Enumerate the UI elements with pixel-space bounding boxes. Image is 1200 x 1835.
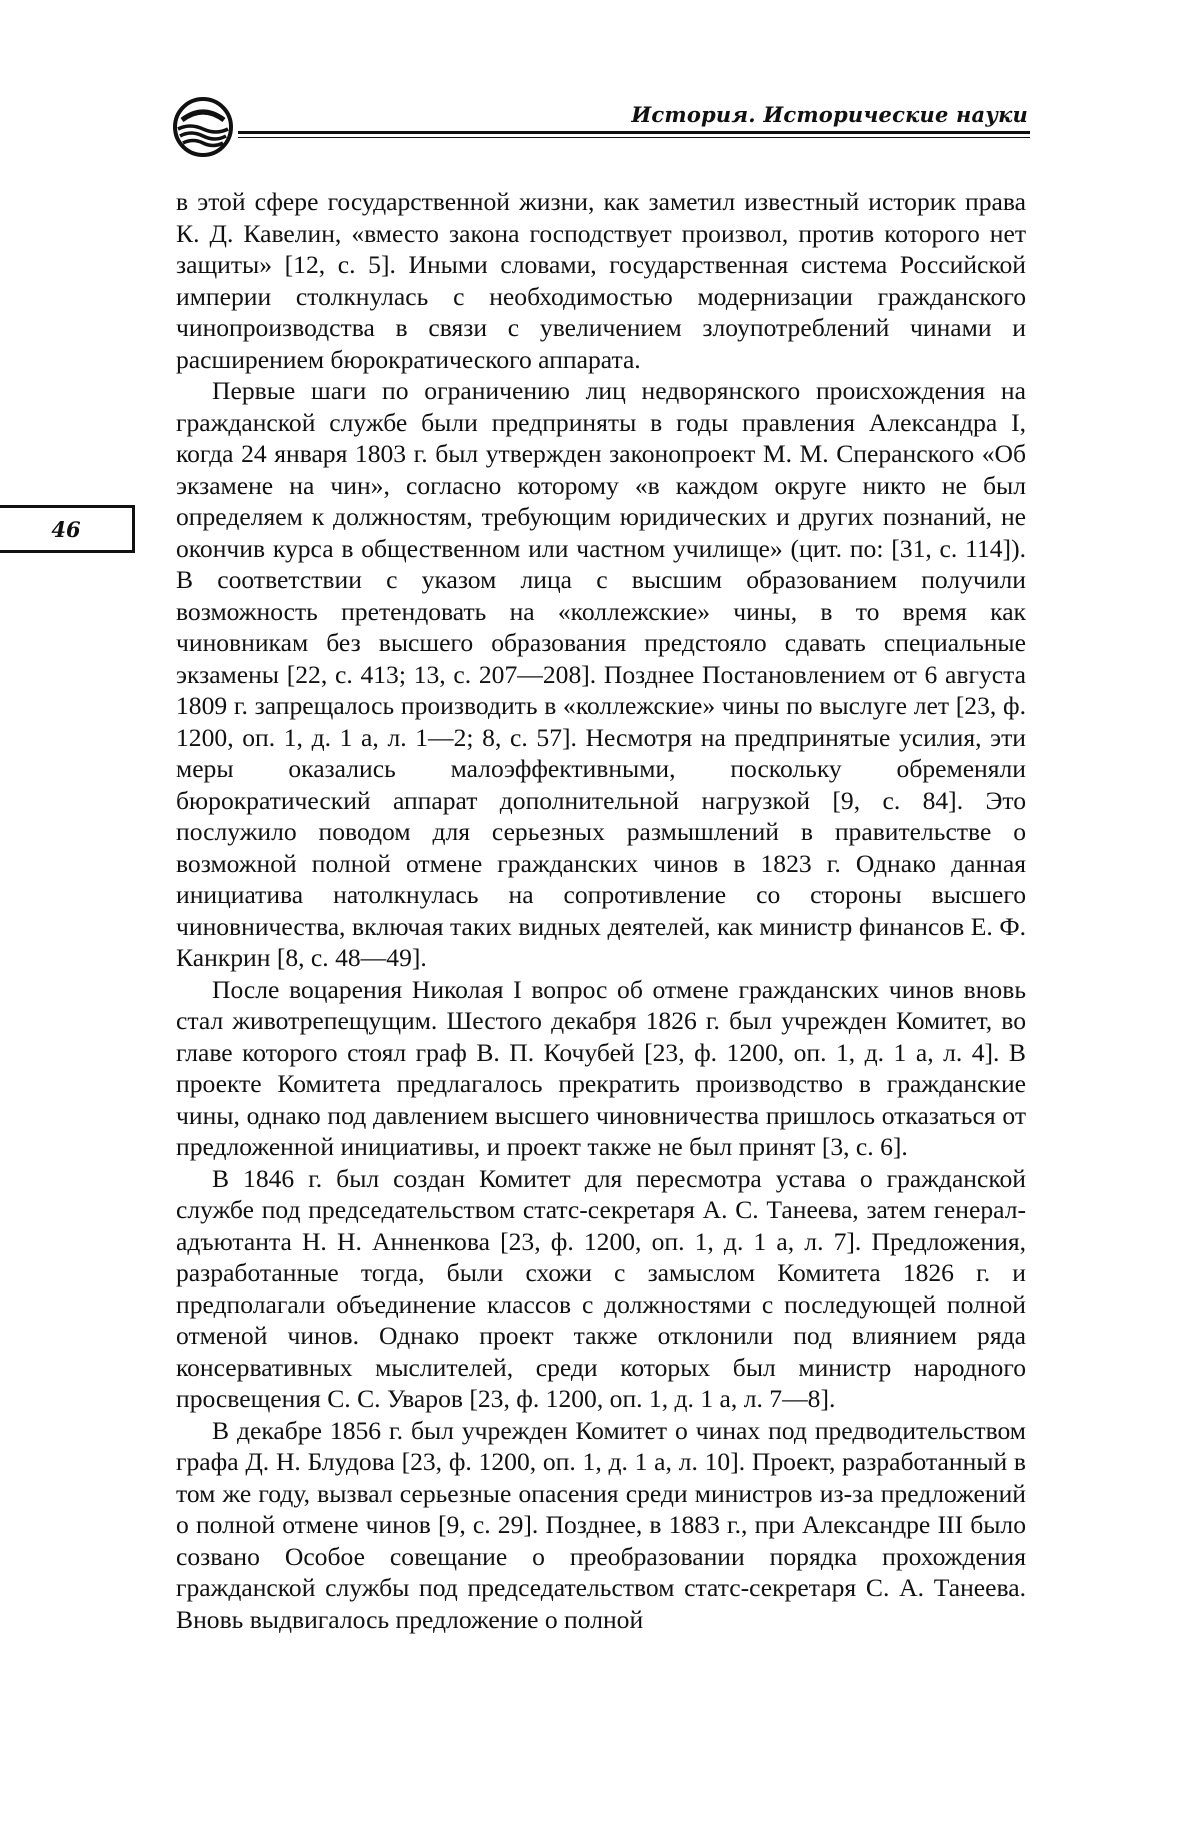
article-body — [176, 186, 1026, 1635]
header-rule-thick — [238, 131, 1030, 134]
paragraph: Первые шаги по ограничению лиц недворянского происхождения на гражданской службе были предприняты в годы правления Александра I, когда 24 января 1803 г. был утвержден законопроект М. М. Сперанского «Об экзамене на чин», согласно которому «в каждом округе никто не был определяем к должностям, требующим юридических и других познаний, не окончив курса в общественном или частном училище» (цит. по: [31, с. 114]). В соответствии с указом лица с высшим образованием получили возможность претендовать на «коллежские» чины, в то время как чиновникам без высшего образования предстояло сдавать специальные экзамены [22, с. 413; 13, с. 207—208]. Позднее Постановлением от 6 августа 1809 г. запрещалось производить в «коллежские» чины по выслуге лет [23, ф. 1200, оп. 1, д. 1 а, л. 1—2; 8, с. 57]. Несмотря на предпринятые усилия, эти меры оказались малоэффективными, поскольку обременяли бюрократический аппарат дополнительной нагрузкой [9, с. 84]. Это послужило поводом для серьезных размышлений в правительстве о возможной полной отмене гражданских чинов в 1823 г. Однако данная инициатива натолкнулась на сопротивление со стороны высшего чиновничества, включая таких видных деятелей, как министр финансов Е. Ф. Канкрин [8, с. 48—49]. — [176, 376, 1026, 972]
page-header — [172, 96, 1030, 146]
paragraph: в этой сфере государственной жизни, как заметил известный историк права К. Д. Кавелин, «вместо закона господствует произвол, против которого нет защиты» [12, с. 5]. Иными словами, государственная система Российской империи столкнулась с необходимостью модернизации гражданского чинопроизводства в связи с увеличением злоупотреблений чинами и расширением бюрократического аппарата. — [176, 187, 1026, 374]
running-title: История. Исторические науки — [631, 102, 1028, 127]
header-rule-thin — [238, 137, 1030, 138]
paragraph: В декабре 1856 г. был учрежден Комитет о чинах под предводительством графа Д. Н. Блудова [23, ф. 1200, оп. 1, д. 1 а, л. 10]. Проект, разработанный в том же году, вызвал серьезные опасения среди министров из-за предложений о полной отмене чинов [9, с. 29]. Позднее, в 1883 г., при Александре III было созвано Особое совещание о преобразовании порядка прохождения гражданской службы под председательством статс-секретаря С. А. Танеева. Вновь выдвигалось предложение о полной — [176, 1415, 1026, 1634]
journal-logo-icon — [172, 96, 234, 158]
page-number: 46 — [0, 505, 135, 553]
paragraph: В 1846 г. был создан Комитет для пересмотра устава о гражданской службе под председательством статс-секретаря А. С. Танеева, затем генерал-адъютанта Н. Н. Анненкова [23, ф. 1200, оп. 1, д. 1 а, л. 7]. Предложения, разработанные тогда, были схожи с замыслом Комитета 1826 г. и предполагали объединение классов с должностями с последующей полной отменой чинов. Однако проект также отклонили под влиянием ряда консервативных мыслителей, среди которых был министр народного просвещения С. С. Уваров [23, ф. 1200, оп. 1, д. 1 а, л. 7—8]. — [176, 1163, 1026, 1413]
paragraph: После воцарения Николая I вопрос об отмене гражданских чинов вновь стал животрепещущим. Шестого декабря 1826 г. был учрежден Комитет, во главе которого стоял граф В. П. Кочубей [23, ф. 1200, оп. 1, д. 1 а, л. 4]. В проекте Комитета предлагалось прекратить производство в гражданские чины, однако под давлением высшего чиновничества пришлось отказаться от предложенной инициативы, и проект также не был принят [3, с. 6]. — [176, 974, 1026, 1161]
